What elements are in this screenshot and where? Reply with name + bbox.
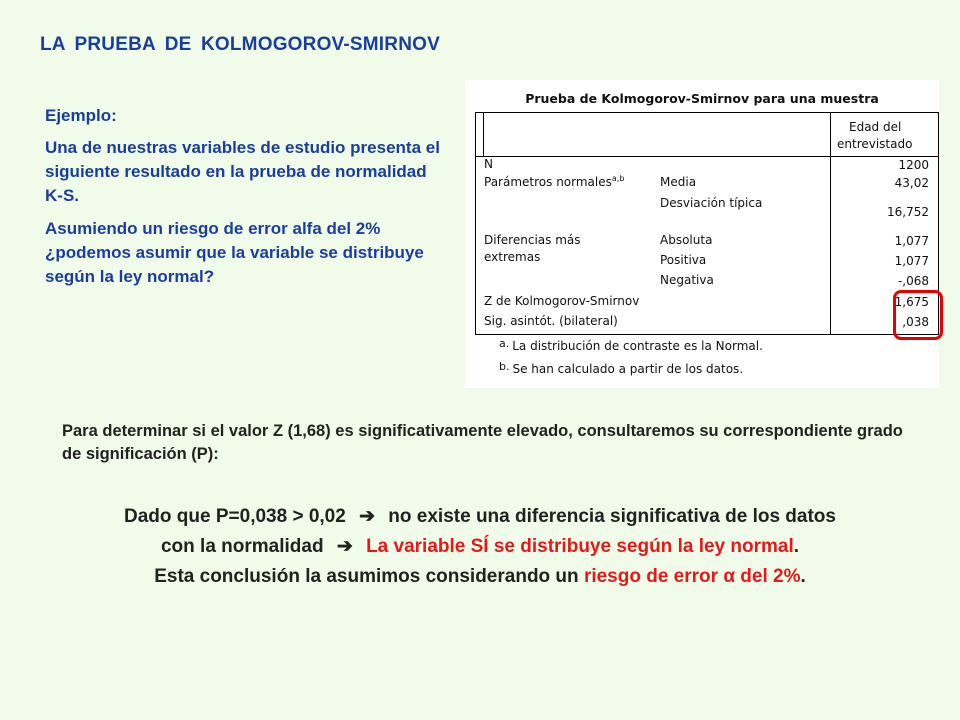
conclusion-l1-b: no existe una diferencia significativa de los datos (388, 506, 836, 527)
row-pos-value: 1,077 (894, 254, 929, 268)
conclusion-line-1 (30, 502, 930, 532)
page-title: LA PRUEBA DE KOLMOGOROV-SMIRNOV (40, 34, 440, 55)
conclusion-l3-red: riesgo de error α del 2% (583, 566, 801, 587)
footnote-a-mark: a. (499, 337, 510, 350)
param-label-text: Parámetros normales (484, 175, 612, 189)
conclusion-l2-period: . (793, 536, 800, 557)
row-pos-label: Positiva (660, 253, 707, 267)
table-inner-left-border (483, 112, 484, 156)
col-header-line-1: Edad del (849, 120, 902, 134)
row-neg-label: Negativa (660, 273, 714, 287)
row-dif-label-2: extremas (484, 250, 541, 264)
row-param-label (484, 175, 624, 190)
row-abs-value: 1,077 (894, 234, 929, 248)
example-paragraph-1: Una de nuestras variables de estudio presenta el siguiente resultado en la prueba de normalidad K-S. (45, 138, 440, 205)
row-sig-label: Sig. asintót. (bilateral) (484, 314, 618, 328)
row-desv-label: Desviación típica (660, 196, 763, 210)
footnote-b (499, 362, 743, 376)
row-sig-value: ,038 (902, 315, 929, 329)
example-block (45, 104, 440, 298)
param-superscript: a,b (611, 174, 625, 183)
footnote-b-text: Se han calculado a partir de los datos. (512, 362, 744, 376)
footnote-b-mark: b. (499, 360, 510, 373)
conclusion-l3-a: Esta conclusión la asumimos considerando un (154, 566, 579, 587)
col-header-line-2: entrevistado (837, 137, 913, 151)
conclusion-l2-red: La variable SÍ se distribuye según la ley normal (366, 536, 794, 557)
spss-grid (475, 112, 939, 414)
table-bottom-border (475, 334, 939, 335)
table-column-divider (830, 112, 831, 335)
row-z-label: Z de Kolmogorov-Smirnov (484, 294, 640, 308)
conclusion-block (30, 502, 930, 592)
explanation-paragraph: Para determinar si el valor Z (1,68) es significativamente elevado, consultaremos su correspondiente grado de significación (P): (62, 422, 903, 463)
example-paragraph-2: Asumiendo un riesgo de error alfa del 2% ¿podemos asumir que la variable se distribuye según la ley normal? (45, 219, 424, 286)
row-z-value: 1,675 (894, 295, 929, 309)
highlight-box (893, 290, 943, 340)
table-title: Prueba de Kolmogorov-Smirnov para una muestra (525, 91, 879, 106)
conclusion-l2-a: con la normalidad (160, 536, 324, 557)
row-neg-value: -,068 (897, 274, 929, 288)
conclusion-l1-a: Dado que P=0,038 > 0,02 (124, 506, 346, 527)
footnote-a-text: La distribución de contraste es la Normal. (512, 339, 763, 353)
arrow-icon: ➔ (359, 506, 376, 527)
footnote-a (499, 339, 763, 353)
row-n-value: 1200 (898, 158, 929, 172)
row-abs-label: Absoluta (660, 233, 713, 247)
row-media-value: 43,02 (894, 176, 929, 190)
row-dif-label-1: Diferencias más (484, 233, 581, 247)
table-left-border (475, 112, 476, 335)
conclusion-line-2 (30, 532, 930, 562)
table-header-border (475, 156, 939, 157)
table-top-border (475, 112, 939, 113)
conclusion-l3-end: . (800, 566, 806, 587)
arrow-icon: ➔ (336, 536, 353, 557)
example-label: Ejemplo: (45, 106, 117, 125)
row-n-label: N (484, 157, 493, 171)
conclusion-line-3 (30, 562, 930, 592)
row-desv-value: 16,752 (887, 205, 929, 219)
ks-test-table (465, 80, 939, 388)
row-media-label: Media (660, 175, 697, 189)
